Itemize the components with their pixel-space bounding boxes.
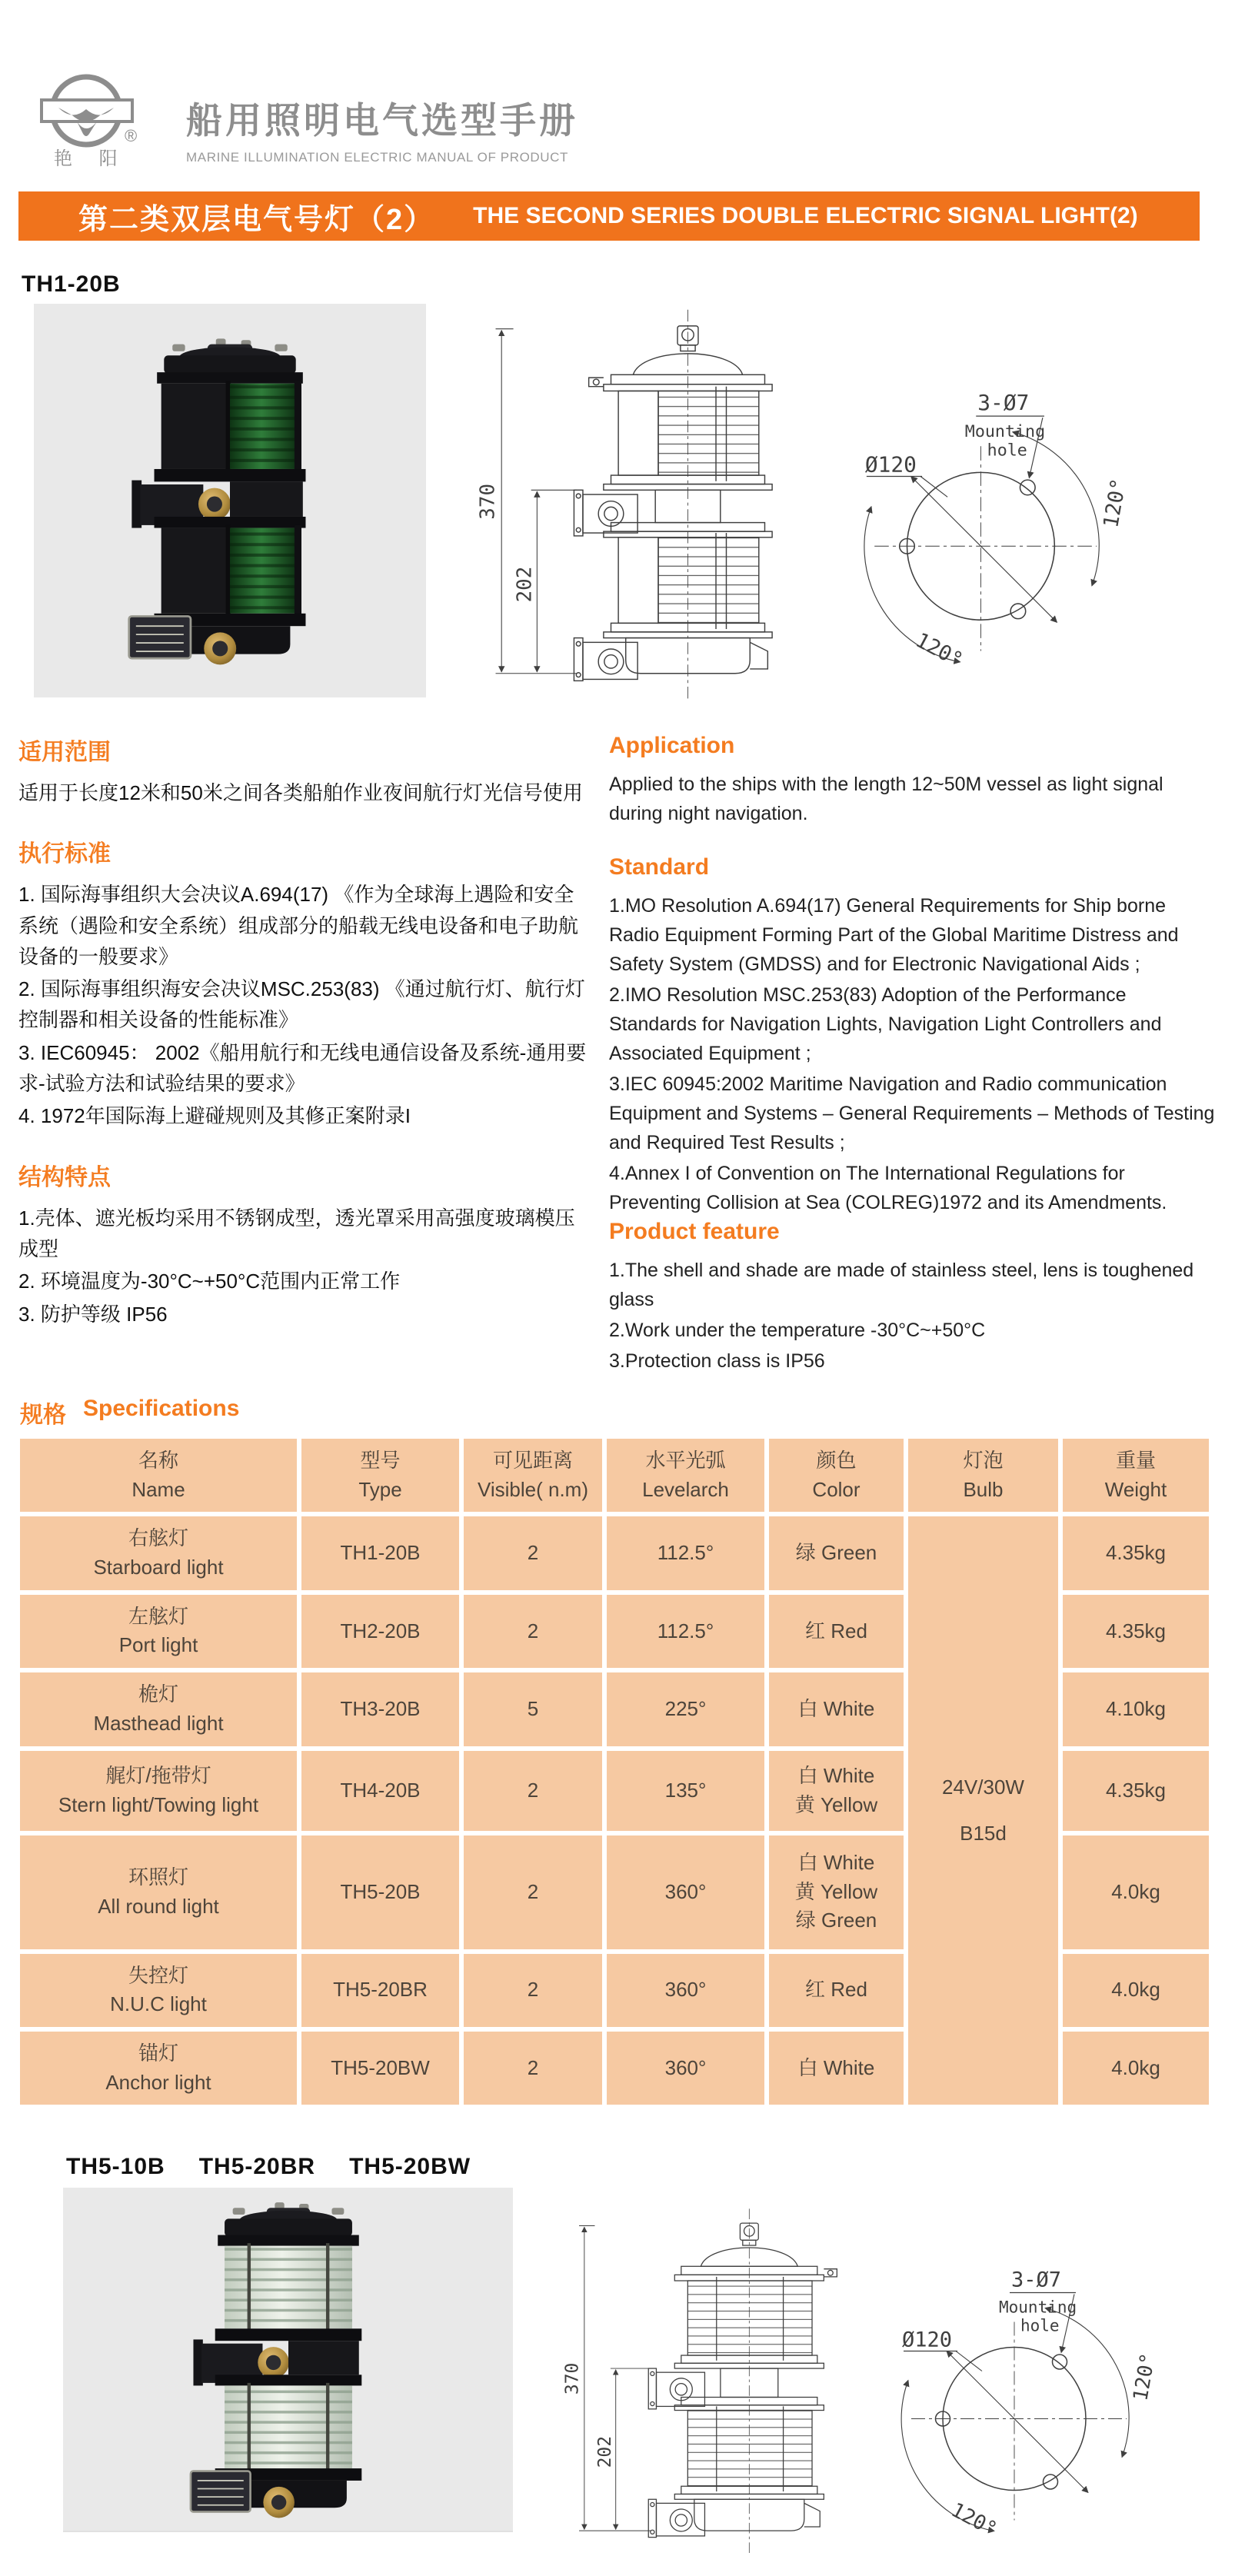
col-name-en: Name <box>131 1477 185 1501</box>
row-visible: 2 <box>464 1954 602 2027</box>
row-name-cn: 右舷灯 <box>128 1526 188 1550</box>
registered-mark: ® <box>125 126 138 145</box>
row-color: 黄 Yellow <box>794 1792 878 1816</box>
angle-bottom-label: 120° <box>947 2498 1001 2542</box>
feature-title-cn: 结构特点 <box>18 1164 111 1190</box>
spec-heading-cn: 规格 <box>20 1403 66 1428</box>
page-header <box>18 71 1217 173</box>
row-arc: 112.5° <box>607 1516 764 1589</box>
standard-item-en: 3.IEC 60945:2002 Maritime Navigation and Radio communication Equipment and Systems – General Requirements – Methods of Testing and Required Test Results ; <box>609 1073 1215 1153</box>
row-type: TH3-20B <box>301 1672 459 1746</box>
standard-item-cn: 3. IEC60945： 2002《船用航行和无线电通信设备及系统-通用要求-试验方法和试验结果的要求》 <box>18 1040 587 1096</box>
application-title-en: Application <box>609 733 735 758</box>
row-color: 白 White <box>797 1763 875 1787</box>
spec-heading-en: Specifications <box>83 1396 240 1421</box>
specifications-heading <box>20 1396 1217 1429</box>
row-arc: 360° <box>607 2032 764 2105</box>
model-label-top: TH1-20B <box>22 271 121 297</box>
mount-hole-word2: hole <box>987 441 1027 461</box>
row-name-en: All round light <box>98 1894 219 1918</box>
bulb-base: B15d <box>960 1821 1007 1845</box>
col-weight-en: Weight <box>1104 1477 1167 1501</box>
specifications-table <box>15 1434 1213 2109</box>
table-row <box>20 1516 1209 1589</box>
standard-item-cn: 2. 国际海事组织海安会决议MSC.253(83) 《通过航行灯、航行灯控制器和相关设备的性能标准》 <box>18 977 585 1032</box>
row-weight: 4.35kg <box>1063 1516 1209 1589</box>
manual-title-cn: 船用照明电气选型手册 <box>186 100 578 141</box>
row-name-cn: 左舷灯 <box>128 1604 188 1628</box>
dim-202-label: 202 <box>513 566 537 603</box>
row-name-en: Starboard light <box>93 1556 224 1579</box>
col-arc-cn: 水平光弧 <box>645 1449 726 1472</box>
mount-hole-count-label: 3-Ø7 <box>977 389 1030 415</box>
dim-202-label: 202 <box>594 2436 615 2468</box>
standard-title-en: Standard <box>609 854 710 880</box>
model-label-bottom <box>66 2154 1217 2180</box>
row-weight: 4.35kg <box>1063 1751 1209 1831</box>
row-type: TH5-20B <box>301 1835 459 1949</box>
side-view-drawing-bottom <box>553 2188 861 2576</box>
standard-item-en: 1.MO Resolution A.694(17) General Requirements for Ship borne Radio Equipment Forming Part of the Global Maritime Distress and Safety System (GMDSS) and for Electronic Navigational Aids ; <box>609 895 1179 975</box>
row-visible: 2 <box>464 1595 602 1668</box>
row-arc: 360° <box>607 1835 764 1949</box>
row-arc: 112.5° <box>607 1595 764 1668</box>
english-column <box>609 727 1217 1377</box>
col-name-cn: 名称 <box>138 1449 178 1472</box>
application-title-cn: 适用范围 <box>18 740 111 765</box>
banner-title-en: THE SECOND SERIES DOUBLE ELECTRIC SIGNAL LIGHT(2) <box>473 203 1138 228</box>
row-type: TH5-20BW <box>301 2032 459 2105</box>
catalog-page <box>0 71 1235 2576</box>
row-name-cn: 桅灯 <box>138 1682 178 1706</box>
row-name-en: Port light <box>118 1633 198 1657</box>
product-photo-th5-series <box>63 2188 513 2532</box>
row-visible: 5 <box>464 1672 602 1746</box>
row-type: TH1-20B <box>301 1516 459 1589</box>
row-name-cn: 艉灯/拖带灯 <box>105 1763 211 1787</box>
row-color: 白 White <box>797 1850 875 1874</box>
feature-title-en: Product feature <box>609 1219 780 1244</box>
col-color-cn: 颜色 <box>816 1449 857 1472</box>
brand-titles <box>186 92 578 165</box>
col-visible-en: Visible( n.m) <box>477 1477 588 1501</box>
mount-hole-word1: Mounting <box>964 421 1046 441</box>
row-type: TH5-20BR <box>301 1954 459 2027</box>
mount-hole-count-label: 3-Ø7 <box>1011 2268 1062 2292</box>
col-type-en: Type <box>358 1477 402 1501</box>
row-weight: 4.0kg <box>1063 1954 1209 2027</box>
feature-item-cn: 3. 防护等级 IP56 <box>18 1302 168 1326</box>
bulb-voltage: 24V/30W <box>942 1776 1024 1799</box>
circle-diameter-label: Ø120 <box>902 2328 953 2352</box>
dim-370-label: 370 <box>476 483 500 520</box>
double-signal-light-clear-photo <box>173 2194 404 2524</box>
row-visible: 2 <box>464 2032 602 2105</box>
section-banner <box>18 191 1200 241</box>
feature-item-cn: 2. 环境温度为-30°C~+50°C范围内正常工作 <box>18 1270 401 1293</box>
logo-text: 艳 阳 <box>54 148 128 169</box>
application-body-en: Applied to the ships with the length 12~50M vessel as light signal during night navigation. <box>609 774 1163 824</box>
col-arc-en: Levelarch <box>642 1477 729 1501</box>
row-type: TH4-20B <box>301 1751 459 1831</box>
col-bulb-en: Bulb <box>963 1477 1004 1501</box>
angle-bottom-label: 120° <box>911 627 967 673</box>
col-color-en: Color <box>812 1477 861 1501</box>
angle-right-label: 120° <box>1099 476 1131 530</box>
table-header-row <box>20 1439 1209 1512</box>
mounting-hole-diagram-top <box>844 370 1146 684</box>
feature-item-en: 2.Work under the temperature -30°C~+50°C <box>609 1320 986 1341</box>
double-signal-light-green-photo <box>111 317 349 684</box>
row-visible: 2 <box>464 1516 602 1589</box>
row-name-cn: 失控灯 <box>128 1963 188 1987</box>
row-weight: 4.0kg <box>1063 1835 1209 1949</box>
standard-item-cn: 4. 1972年国际海上避碰规则及其修正案附录I <box>18 1104 411 1128</box>
chinese-column <box>18 727 589 1377</box>
row-weight: 4.10kg <box>1063 1672 1209 1746</box>
row-color: 绿 Green <box>795 1541 877 1565</box>
standard-item-cn: 1. 国际海事组织大会决议A.694(17) 《作为全球海上遇险和安全系统（遇险和安全系统）组成部分的船载无线电设备和电子助航设备的一般要求》 <box>18 883 579 968</box>
row-color: 白 White <box>797 1696 875 1720</box>
brand-logo <box>18 71 172 173</box>
mount-hole-word2: hole <box>1020 2316 1060 2335</box>
circle-diameter-label: Ø120 <box>864 451 917 478</box>
model-th5-20bw: TH5-20BW <box>349 2154 471 2180</box>
row-arc: 135° <box>607 1751 764 1831</box>
feature-item-en: 1.The shell and shade are made of stainless steel, lens is toughened glass <box>609 1260 1194 1310</box>
row-arc: 360° <box>607 1954 764 2027</box>
bulb-merged-cell <box>908 1516 1058 2105</box>
row-visible: 2 <box>464 1751 602 1831</box>
row-visible: 2 <box>464 1835 602 1949</box>
feature-item-en: 3.Protection class is IP56 <box>609 1350 825 1372</box>
col-type-cn: 型号 <box>360 1449 401 1472</box>
row-color: 黄 Yellow <box>794 1879 878 1903</box>
model-th5-10b: TH5-10B <box>66 2154 165 2180</box>
feature-item-cn: 1.壳体、遮光板均采用不锈钢成型，透光罩采用高强度玻璃模压成型 <box>18 1206 575 1260</box>
row-color: 红 Red <box>805 1619 867 1642</box>
row-weight: 4.35kg <box>1063 1595 1209 1668</box>
mount-hole-word1: Mounting <box>999 2298 1077 2317</box>
row-weight: 4.0kg <box>1063 2032 1209 2105</box>
row-name-en: N.U.C light <box>110 1992 207 2016</box>
side-view-drawing-top <box>466 304 814 707</box>
sun-bird-logo-icon <box>18 71 172 169</box>
product-photo-th1-20b <box>34 304 426 697</box>
standard-item-en: 2.IMO Resolution MSC.253(83) Adoption of the Performance Standards for Navigation Lights, Navigation Light Controllers and Associated Equipment ; <box>609 984 1162 1064</box>
row-arc: 225° <box>607 1672 764 1746</box>
banner-title-cn: 第二类双层电气号灯（2） <box>78 203 435 236</box>
row-type: TH2-20B <box>301 1595 459 1668</box>
model-th5-20br: TH5-20BR <box>198 2154 316 2180</box>
bottom-media-row <box>18 2188 1217 2576</box>
application-body-cn: 适用于长度12米和50米之间各类船舶作业夜间航行灯光信号使用 <box>18 781 583 804</box>
row-color: 白 White <box>797 2055 875 2079</box>
row-name-en: Stern light/Towing light <box>58 1792 259 1816</box>
row-color: 绿 Green <box>795 1909 877 1932</box>
mounting-hole-diagram-bottom <box>882 2248 1174 2552</box>
col-visible-cn: 可见距离 <box>492 1449 573 1472</box>
standard-title-cn: 执行标准 <box>18 841 111 867</box>
row-name-cn: 锚灯 <box>138 2041 178 2065</box>
angle-right-label: 120° <box>1129 2351 1160 2403</box>
col-weight-cn: 重量 <box>1115 1449 1156 1472</box>
dim-370-label: 370 <box>562 2362 583 2395</box>
row-name-en: Anchor light <box>105 2070 211 2094</box>
top-media-row <box>18 304 1217 707</box>
row-name-en: Masthead light <box>93 1711 224 1735</box>
description-columns <box>18 727 1217 1377</box>
standard-item-en: 4.Annex I of Convention on The International Regulations for Preventing Collision at Sea (COLREG)1972 and its Amendments. <box>609 1163 1167 1213</box>
row-color: 红 Red <box>805 1978 867 2002</box>
col-bulb-cn: 灯泡 <box>963 1449 1004 1472</box>
manual-title-en: MARINE ILLUMINATION ELECTRIC MANUAL OF PRODUCT <box>186 150 569 165</box>
row-name-cn: 环照灯 <box>128 1865 188 1889</box>
